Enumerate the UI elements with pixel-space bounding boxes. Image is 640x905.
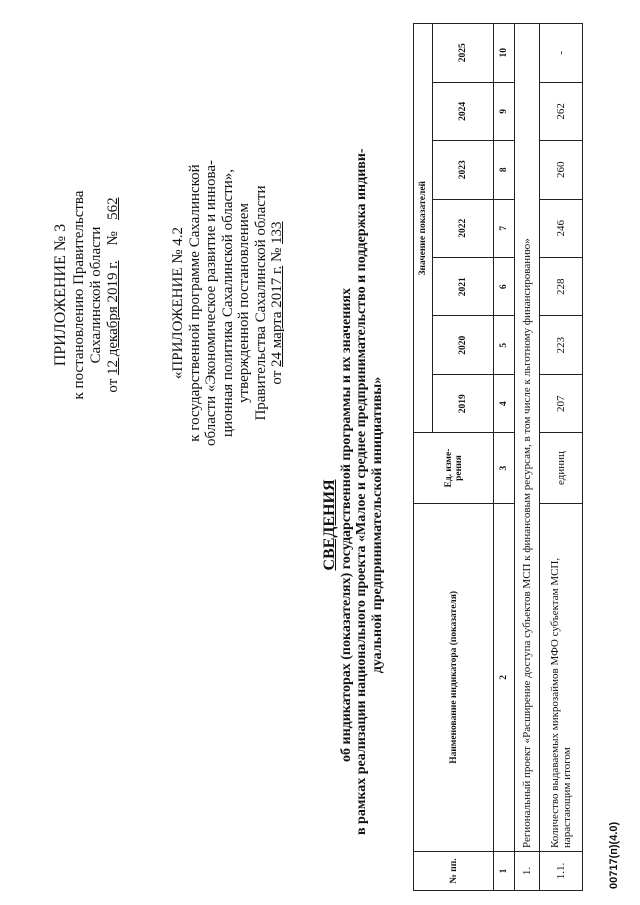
heading-line: об индикаторах (показателях) государственной программы и их значениях xyxy=(338,288,354,762)
col-values-header: Значение показателей xyxy=(414,24,433,433)
prilozhenie-line: к государственной программе Сахалинской xyxy=(186,164,203,442)
prilozhenie-line: ционная политика Сахалинской области», xyxy=(219,169,236,437)
date-prefix: от xyxy=(269,370,285,385)
col-name-header: Наименование индикатора (показателя) xyxy=(414,503,494,851)
row-value: 228 xyxy=(540,258,583,316)
number-value: 133 xyxy=(269,221,285,244)
heading-line: дуальной предпринимательской инициативы» xyxy=(369,376,385,674)
appendix-date-line xyxy=(105,165,122,425)
row-num: 1.1. xyxy=(540,852,583,891)
year-header: 2019 xyxy=(433,374,494,432)
row-unit: единиц xyxy=(540,433,583,503)
row-value: 207 xyxy=(540,374,583,432)
year-header: 2023 xyxy=(433,141,494,199)
prilozhenie-line: Правительства Сахалинской области xyxy=(252,185,269,421)
column-number: 9 xyxy=(494,82,515,140)
prilozhenie-line: области «Экономическое развитие и иннова- xyxy=(203,160,219,447)
year-header: 2021 xyxy=(433,258,494,316)
date-prefix: от xyxy=(105,378,121,393)
column-number: 4 xyxy=(494,374,515,432)
column-number: 3 xyxy=(494,433,515,503)
column-number: 7 xyxy=(494,199,515,257)
column-numbers-row xyxy=(494,24,515,891)
year-header: 2020 xyxy=(433,316,494,374)
col-unit-header: Ед. изме-рения xyxy=(414,433,494,503)
indicators-table xyxy=(413,23,583,891)
section-num: 1. xyxy=(515,852,540,891)
number-value: 562 xyxy=(105,197,121,220)
footer-code: 00717(п)(4.0) xyxy=(608,821,620,889)
row-value: 246 xyxy=(540,199,583,257)
section-row xyxy=(515,24,540,891)
date-value: 12 декабря 2019 г. xyxy=(105,260,121,375)
row-name: Количество выдаваемых микрозаймов МФО субъектам МСП, нарастающим итогом xyxy=(540,503,583,851)
row-value: 260 xyxy=(540,141,583,199)
heading-line: в рамках реализации национального проекта «Малое и среднее предпринимательство и поддержка индиви- xyxy=(354,148,369,835)
year-header: 2022 xyxy=(433,199,494,257)
prilozhenie-title: «ПРИЛОЖЕНИЕ № 4.2 xyxy=(170,226,186,380)
table-header-row xyxy=(414,24,433,891)
row-value: 223 xyxy=(540,316,583,374)
appendix-block xyxy=(52,165,122,425)
column-number: 10 xyxy=(494,24,515,83)
heading-title: СВЕДЕНИЯ xyxy=(321,479,338,571)
column-number: 2 xyxy=(494,503,515,851)
prilozhenie-block xyxy=(170,153,286,453)
row-value: - xyxy=(540,24,583,83)
year-header: 2024 xyxy=(433,82,494,140)
prilozhenie-date-line xyxy=(269,153,286,453)
year-header: 2025 xyxy=(433,24,494,83)
number-label: № xyxy=(105,231,121,246)
appendix-line: к постановлению Правительства xyxy=(71,190,87,400)
table-row xyxy=(540,24,583,891)
column-number: 5 xyxy=(494,316,515,374)
date-value: 24 марта 2017 г. xyxy=(269,265,285,367)
document-heading xyxy=(321,148,385,835)
section-text: Региональный проект «Расширение доступа субъектов МСП к финансовым ресурсам, в том числе к льготному финансированию» xyxy=(515,24,540,852)
column-number: 6 xyxy=(494,258,515,316)
col-num-header: № пп. xyxy=(414,852,494,891)
prilozhenie-line: утвержденной постановлением xyxy=(236,203,252,403)
column-number: 1 xyxy=(494,852,515,891)
appendix-line: Сахалинской области xyxy=(88,226,104,364)
appendix-title: ПРИЛОЖЕНИЕ № 3 xyxy=(52,223,69,367)
column-number: 8 xyxy=(494,141,515,199)
number-label: № xyxy=(269,247,285,262)
row-value: 262 xyxy=(540,82,583,140)
